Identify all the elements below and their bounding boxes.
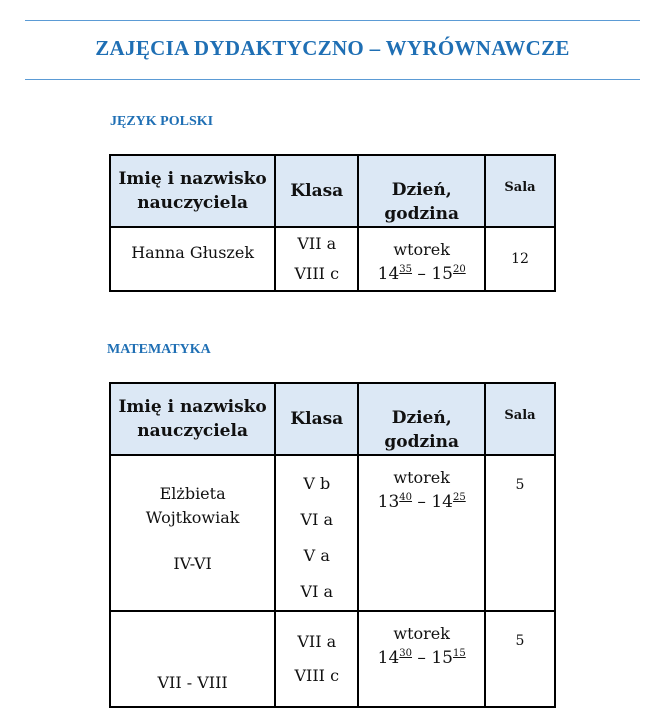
- time-range: $14^{35} - 15^{20}$: [377, 264, 466, 284]
- class-label: VIII c: [294, 666, 340, 685]
- header-teacher: Imię i nazwisko nauczyciela: [110, 155, 275, 227]
- class-label: VII a: [297, 234, 337, 253]
- class-label: VI a: [300, 582, 334, 601]
- header-class: Klasa: [275, 383, 358, 455]
- time-range: $13^{40} - 14^{25}$: [377, 492, 466, 512]
- header-day-time: Dzień, godzina: [358, 383, 485, 455]
- room-cell: 12: [485, 227, 555, 291]
- class-label: VIII c: [294, 264, 340, 283]
- header-day-time: Dzień, godzina: [358, 155, 485, 227]
- class-label: VI a: [300, 510, 334, 529]
- room-cell: 5: [485, 611, 555, 707]
- day-label: wtorek: [393, 624, 450, 643]
- title-underline: [25, 79, 640, 80]
- class-cell: [275, 611, 358, 707]
- table-row: [110, 455, 555, 611]
- polish-schedule-table: [109, 154, 556, 292]
- class-label: VII a: [297, 632, 337, 651]
- class-cell: [275, 455, 358, 611]
- section-title-polish: JĘZYK POLSKI: [110, 114, 214, 129]
- table-row: [110, 227, 555, 291]
- day-time-cell: [358, 227, 485, 291]
- header-class: Klasa: [275, 155, 358, 227]
- header-room: Sala: [485, 155, 555, 227]
- top-rule: [25, 20, 640, 21]
- table-header-row: [110, 383, 555, 455]
- class-cell: [275, 227, 358, 291]
- table-header-row: [110, 155, 555, 227]
- day-label: wtorek: [393, 468, 450, 487]
- teacher-cell: [110, 227, 275, 291]
- teacher-cell: [110, 455, 275, 611]
- level-label: VII - VIII: [157, 673, 228, 692]
- day-time-cell: [358, 611, 485, 707]
- class-label: V a: [303, 546, 330, 565]
- time-range: $14^{30} - 15^{15}$: [377, 648, 466, 668]
- section-title-math: MATEMATYKA: [107, 342, 211, 357]
- day-label: wtorek: [393, 240, 450, 259]
- class-label: V b: [303, 474, 331, 493]
- table-row: [110, 611, 555, 707]
- day-time-cell: [358, 455, 485, 611]
- teacher-name-line: Elżbieta: [159, 484, 226, 503]
- header-teacher: Imię i nazwisko nauczyciela: [110, 383, 275, 455]
- teacher-name: Hanna Głuszek: [131, 243, 255, 262]
- teacher-name-line: Wojtkowiak: [145, 508, 240, 527]
- teacher-cell: [110, 611, 275, 707]
- header-room: Sala: [485, 383, 555, 455]
- room-cell: 5: [485, 455, 555, 611]
- level-label: IV-VI: [173, 554, 212, 573]
- math-schedule-table: [109, 382, 556, 708]
- page-title: ZAJĘCIA DYDAKTYCZNO – WYRÓWNAWCZE: [95, 36, 570, 60]
